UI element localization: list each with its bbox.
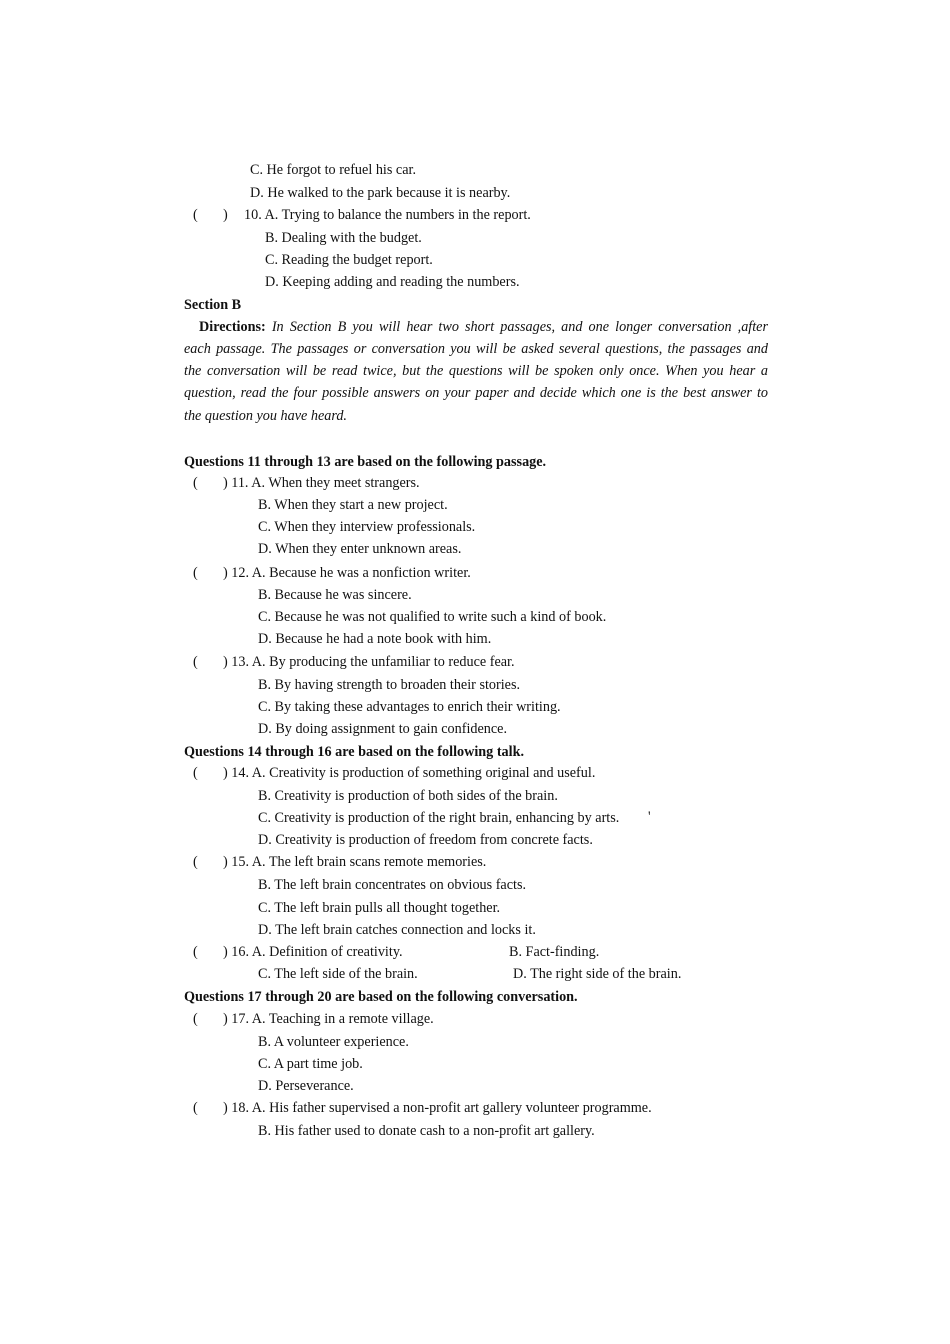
q16-option-a: ) 16. A. Definition of creativity. [223, 944, 403, 960]
q14-answer-blank: ( [193, 765, 198, 781]
q13-answer-blank: ( [193, 654, 198, 670]
q10-option-b: B. Dealing with the budget. [265, 230, 422, 246]
q17-option-c: C. A part time job. [258, 1056, 363, 1072]
q11-option-b: B. When they start a new project. [258, 497, 448, 513]
group2-heading: Questions 14 through 16 are based on the following talk. [184, 744, 525, 760]
directions-line-3: the conversation will be read twice, but the questions will be spoken only once. When you hear a [184, 363, 768, 379]
group3-heading: Questions 17 through 20 are based on the following conversation. [184, 989, 578, 1005]
q10-option-d: D. Keeping adding and reading the numbers. [265, 274, 520, 290]
q15-answer-blank: ( [193, 854, 198, 870]
q16-option-d: D. The right side of the brain. [513, 966, 682, 982]
q9-option-d: D. He walked to the park because it is nearby. [250, 185, 511, 201]
q9-option-c: C. He forgot to refuel his car. [250, 162, 417, 178]
directions-line-5: the question you have heard. [184, 408, 347, 424]
q11-option-a: ) 11. A. When they meet strangers. [223, 475, 420, 491]
q10-option-c: C. Reading the budget report. [265, 252, 433, 268]
directions-text-1: In Section B you will hear two short passages, and one longer conversation ,after [271, 319, 769, 335]
q13-option-d: D. By doing assignment to gain confidence. [258, 721, 508, 737]
answer-blank-close-paren: ) [223, 207, 228, 223]
q12-option-a: ) 12. A. Because he was a nonfiction writer. [223, 565, 471, 581]
q12-option-c: C. Because he was not qualified to write such a kind of book. [258, 609, 607, 625]
q14-option-a: ) 14. A. Creativity is production of something original and useful. [223, 765, 596, 781]
q14-option-d: D. Creativity is production of freedom from concrete facts. [258, 832, 593, 848]
q13-option-b: B. By having strength to broaden their stories. [258, 677, 521, 693]
q16-option-c: C. The left side of the brain. [258, 966, 418, 982]
answer-blank-open-paren: ( [193, 207, 198, 223]
directions-line-1 [199, 318, 768, 336]
q11-answer-blank: ( [193, 475, 198, 491]
q15-option-b: B. The left brain concentrates on obvious facts. [258, 877, 527, 893]
q18-option-b: B. His father used to donate cash to a non-profit art gallery. [258, 1123, 595, 1139]
q12-option-d: D. Because he had a note book with him. [258, 631, 492, 647]
q12-answer-blank: ( [193, 565, 198, 581]
group1-heading: Questions 11 through 13 are based on the following passage. [184, 454, 547, 470]
q15-option-a: ) 15. A. The left brain scans remote memories. [223, 854, 487, 870]
q17-answer-blank: ( [193, 1011, 198, 1027]
q17-option-a: ) 17. A. Teaching in a remote village. [223, 1011, 434, 1027]
q13-option-a: ) 13. A. By producing the unfamiliar to reduce fear. [223, 654, 515, 670]
q15-option-c: C. The left brain pulls all thought together. [258, 900, 501, 916]
directions-line-2: each passage. The passages or conversation you will be asked several questions, the passages and [184, 341, 768, 357]
section-b-title: Section B [184, 297, 242, 313]
directions-line-4: question, read the four possible answers on your paper and decide which one is the best answer to [184, 385, 768, 401]
q17-option-b: B. A volunteer experience. [258, 1034, 409, 1050]
stray-mark: ' [648, 809, 651, 825]
q11-option-c: C. When they interview professionals. [258, 519, 476, 535]
q10-option-a: 10. A. Trying to balance the numbers in the report. [244, 207, 531, 223]
directions-label: Directions: [199, 319, 266, 335]
q14-option-c: C. Creativity is production of the right brain, enhancing by arts. [258, 810, 620, 826]
q17-option-d: D. Perseverance. [258, 1078, 354, 1094]
q12-option-b: B. Because he was sincere. [258, 587, 412, 603]
q11-option-d: D. When they enter unknown areas. [258, 541, 462, 557]
q18-answer-blank: ( [193, 1100, 198, 1116]
q16-answer-blank: ( [193, 944, 198, 960]
q14-option-b: B. Creativity is production of both sides of the brain. [258, 788, 558, 804]
q18-option-a: ) 18. A. His father supervised a non-profit art gallery volunteer programme. [223, 1100, 652, 1116]
q15-option-d: D. The left brain catches connection and locks it. [258, 922, 536, 938]
q16-option-b: B. Fact-finding. [509, 944, 600, 960]
q13-option-c: C. By taking these advantages to enrich their writing. [258, 699, 561, 715]
